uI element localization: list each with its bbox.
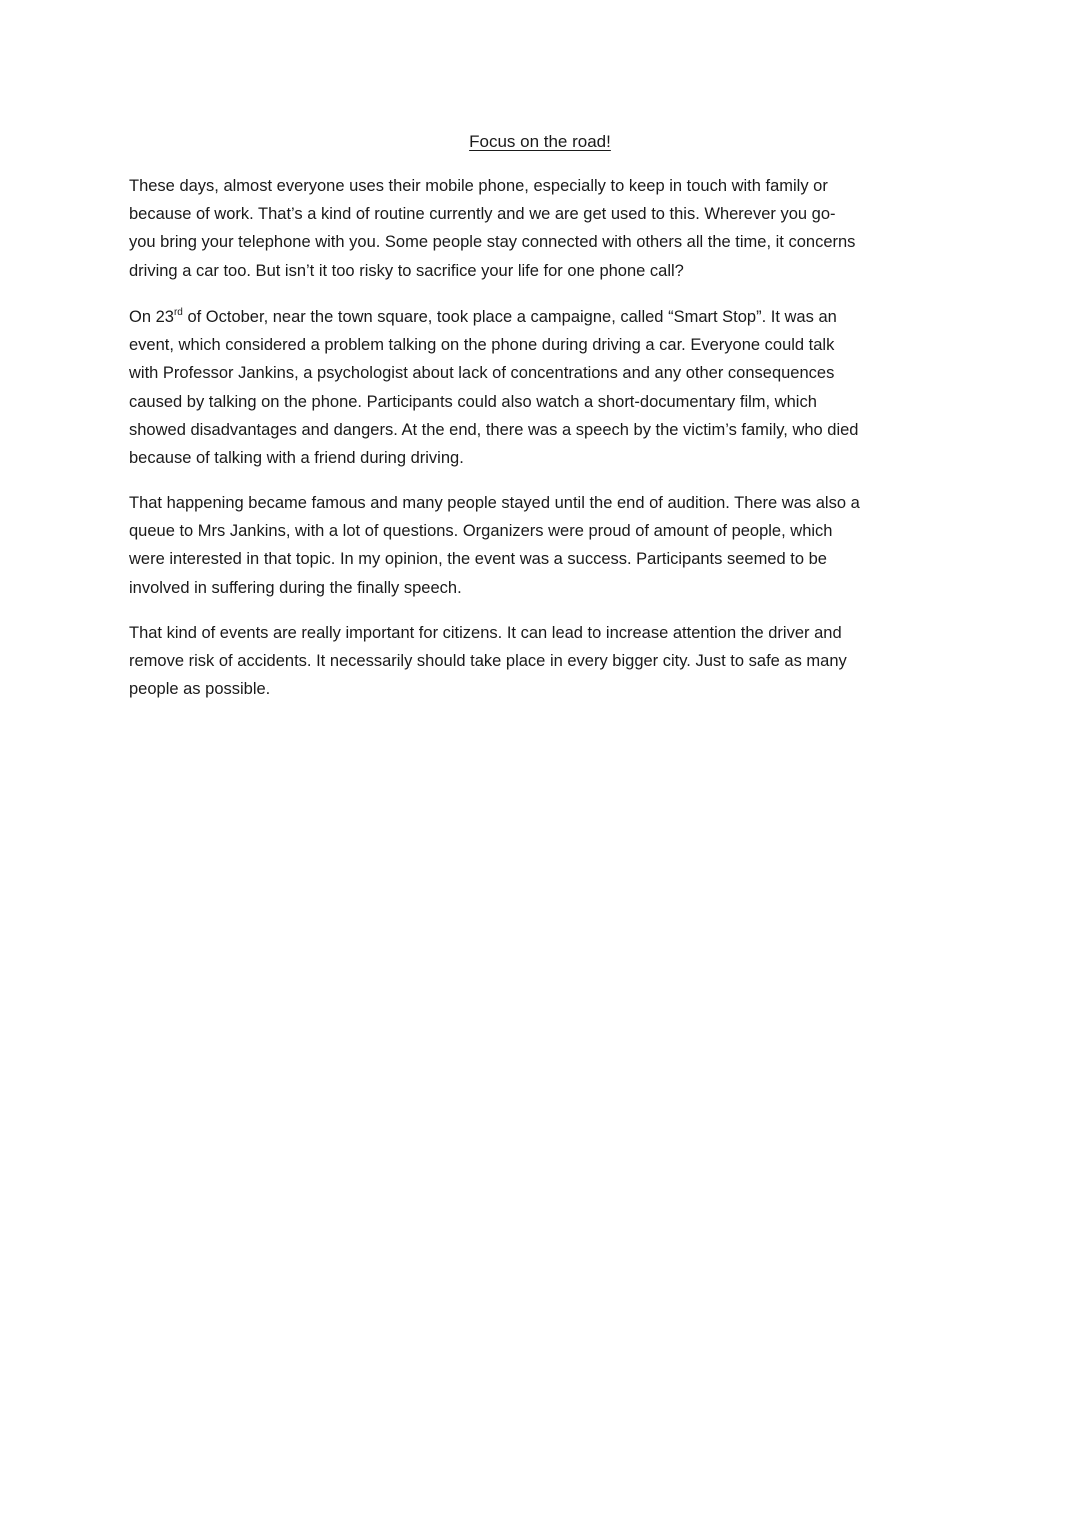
text-line: people as possible. [129,680,271,699]
paragraph-1 [129,172,855,285]
text-line: you bring your telephone with you. Some people stay connected with others all the time, it concerns [129,233,856,252]
document-title-text: Focus on the road! [469,132,611,151]
text-segment: of October, near the town square, took place a campaigne, called “Smart Stop”. It was an [182,308,837,326]
text-line: That kind of events are really important for citizens. It can lead to increase attention the driver and [129,624,842,642]
text-line [129,303,859,331]
text-line: showed disadvantages and dangers. At the end, there was a speech by the victim’s family, who died [129,420,859,439]
text-line: queue to Mrs Jankins, with a lot of questions. Organizers were proud of amount of people, which [129,522,833,541]
text-line: That happening became famous and many people stayed until the end of audition. There was also a [129,494,860,512]
text-line: driving a car too. But isn’t it too risky to sacrifice your life for one phone call? [129,261,684,280]
text-line: were interested in that topic. In my opinion, the event was a success. Participants seemed to be [129,550,827,569]
ordinal-suffix: rd [173,307,183,318]
text-line: caused by talking on the phone. Participants could also watch a short-documentary film, which [129,392,817,411]
text-line: These days, almost everyone uses their mobile phone, especially to keep in touch with family or [129,177,828,195]
text-line: event, which considered a problem talking on the phone during driving a car. Everyone could talk [129,336,835,355]
text-line: because of talking with a friend during driving. [129,448,464,467]
paragraph-3 [129,489,860,602]
paragraph-4 [129,619,847,704]
text-line: because of work. That’s a kind of routine currently and we are get used to this. Wherever you go- [129,205,836,224]
date-number: On 23 [129,308,174,326]
document-title [0,130,1080,154]
text-line: involved in suffering during the finally speech. [129,578,462,597]
paragraph-2 [129,303,859,472]
text-line: remove risk of accidents. It necessarily should take place in every bigger city. Just to safe as many [129,652,847,671]
text-line: with Professor Jankins, a psychologist about lack of concentrations and any other consequences [129,364,835,383]
